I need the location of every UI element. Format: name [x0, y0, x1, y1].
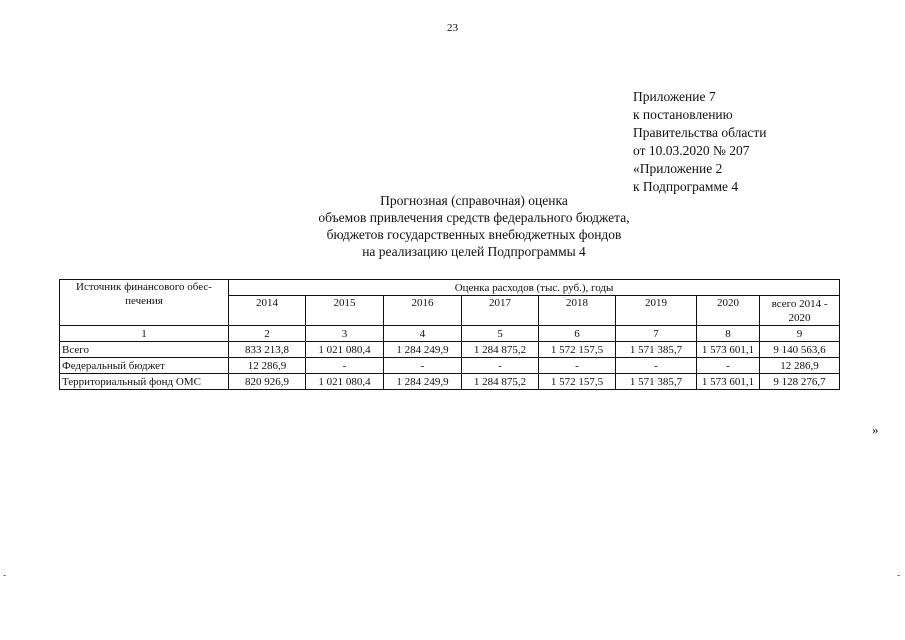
- table-cell: -: [306, 358, 384, 374]
- header-year: 2016: [384, 296, 462, 326]
- table-cell: 1 284 249,9: [384, 342, 462, 358]
- table-cell: 1 573 601,1: [697, 342, 760, 358]
- title-line: бюджетов государственных внебюджетных фондов: [326, 227, 622, 242]
- table-cell: 1 284 249,9: [384, 374, 462, 390]
- financing-table: [59, 279, 840, 390]
- header-year: 2017: [462, 296, 539, 326]
- table-cell: 1 571 385,7: [616, 374, 697, 390]
- table-cell: 1 021 080,4: [306, 342, 384, 358]
- header-year: 2014: [229, 296, 306, 326]
- table-cell: 9 140 563,6: [760, 342, 840, 358]
- table-cell: 12 286,9: [760, 358, 840, 374]
- table-cell: 1 571 385,7: [616, 342, 697, 358]
- column-number: 1: [60, 326, 229, 342]
- column-number: 7: [616, 326, 697, 342]
- table-cell: -: [384, 358, 462, 374]
- header-group: Оценка расходов (тыс. руб.), годы: [229, 280, 840, 296]
- column-number: 9: [760, 326, 840, 342]
- table-cell: 1 572 157,5: [539, 342, 616, 358]
- edge-mark: -: [3, 570, 7, 581]
- appendix-line: «Приложение 2: [633, 161, 723, 176]
- column-number: 3: [306, 326, 384, 342]
- appendix-line: к постановлению: [633, 107, 733, 122]
- table-row: [60, 374, 840, 390]
- appendix-line: от 10.03.2020 № 207: [633, 143, 750, 158]
- table-cell: -: [539, 358, 616, 374]
- closing-quote: »: [872, 422, 879, 437]
- column-number: 2: [229, 326, 306, 342]
- table-cell: 1 284 875,2: [462, 374, 539, 390]
- table-cell: 1 572 157,5: [539, 374, 616, 390]
- header-year: 2018: [539, 296, 616, 326]
- row-source: Территориальный фонд ОМС: [60, 374, 229, 390]
- appendix-header: [633, 88, 766, 196]
- document-title: [200, 192, 748, 260]
- column-number: 6: [539, 326, 616, 342]
- title-line: объемов привлечения средств федерального бюджета,: [318, 210, 630, 225]
- page-number: 23: [447, 22, 458, 34]
- column-number: 4: [384, 326, 462, 342]
- header-source: Источник финансового обес-печения: [60, 280, 229, 326]
- header-year: 2015: [306, 296, 384, 326]
- title-line: Прогнозная (справочная) оценка: [380, 193, 568, 208]
- table-cell: 820 926,9: [229, 374, 306, 390]
- table-cell: 1 573 601,1: [697, 374, 760, 390]
- header-total: всего 2014 - 2020: [760, 296, 840, 326]
- table-cell: -: [616, 358, 697, 374]
- table-cell: -: [697, 358, 760, 374]
- table-cell: 1 021 080,4: [306, 374, 384, 390]
- row-source: Всего: [60, 342, 229, 358]
- table-row: [60, 358, 840, 374]
- column-number: 5: [462, 326, 539, 342]
- table-cell: 1 284 875,2: [462, 342, 539, 358]
- header-year: 2019: [616, 296, 697, 326]
- column-number: 8: [697, 326, 760, 342]
- header-year: 2020: [697, 296, 760, 326]
- table-cell: 12 286,9: [229, 358, 306, 374]
- appendix-line: к Подпрограмме 4: [633, 179, 739, 194]
- appendix-line: Приложение 7: [633, 89, 716, 104]
- table-row: [60, 342, 840, 358]
- title-line: на реализацию целей Подпрограммы 4: [362, 244, 586, 259]
- appendix-line: Правительства области: [633, 125, 767, 140]
- table-cell: 833 213,8: [229, 342, 306, 358]
- row-source: Федеральный бюджет: [60, 358, 229, 374]
- table-cell: 9 128 276,7: [760, 374, 840, 390]
- table-cell: -: [462, 358, 539, 374]
- edge-mark: -: [897, 570, 901, 581]
